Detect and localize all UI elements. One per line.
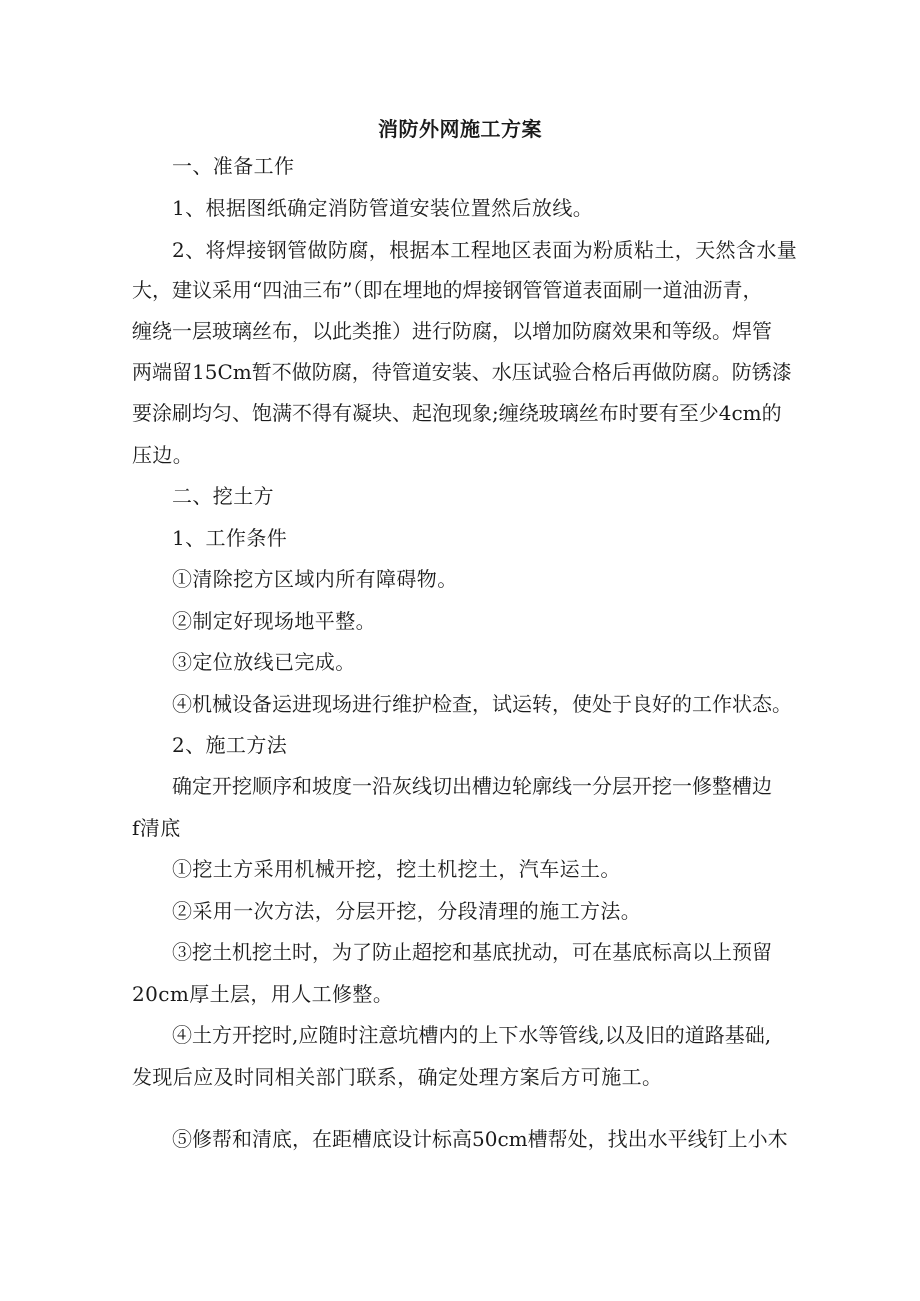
paragraph-line: f清底 xyxy=(132,816,181,840)
paragraph-line: 缠绕一层玻璃丝布，以此类推）进行防腐，以增加防腐效果和等级。焊管 xyxy=(132,319,772,343)
paragraph-line: 两端留15Cm暂不做防腐，待管道安装、水压试验合格后再做防腐。防锈漆 xyxy=(132,360,792,384)
section-heading-preparation: 一、准备工作 xyxy=(172,154,295,178)
document-title: 消防外网施工方案 xyxy=(378,117,542,141)
paragraph-line: 2、将焊接钢管做防腐，根据本工程地区表面为粉质粘土，天然含水量 xyxy=(172,238,798,262)
paragraph-line: 压边。 xyxy=(132,443,194,467)
subsection-heading: 2、施工方法 xyxy=(172,733,288,757)
list-item: ②制定好现场地平整。 xyxy=(172,609,376,633)
list-item: ③定位放线已完成。 xyxy=(172,650,356,674)
list-item: ④机械设备运进现场进行维护检查，试运转，使处于良好的工作状态。 xyxy=(172,692,792,716)
list-item: ②采用一次方法，分层开挖，分段清理的施工方法。 xyxy=(172,899,642,923)
paragraph-line: 1、根据图纸确定消防管道安装位置然后放线。 xyxy=(172,196,594,220)
paragraph-line: 要涂刷均匀、饱满不得有凝块、起泡现象;缠绕玻璃丝布时要有至少4cm的 xyxy=(132,401,782,425)
list-item: ①清除挖方区域内所有障碍物。 xyxy=(172,567,458,591)
paragraph-line: 20cm厚土层，用人工修整。 xyxy=(132,982,394,1006)
list-item: ①挖土方采用机械开挖，挖土机挖土，汽车运土。 xyxy=(172,857,621,881)
subsection-heading: 1、工作条件 xyxy=(172,526,288,550)
section-heading-excavation: 二、挖土方 xyxy=(172,484,274,508)
list-item: ④土方开挖时,应随时注意坑槽内的上下水等管线,以及旧的道路基础, xyxy=(172,1023,772,1047)
paragraph-line: 大，建议采用“四油三布”（即在埋地的焊接钢管管道表面刷一道油沥青， xyxy=(132,278,763,302)
paragraph-line: 发现后应及时同相关部门联系，确定处理方案后方可施工。 xyxy=(132,1065,663,1089)
paragraph-line: 确定开挖顺序和坡度一沿灰线切出槽边轮廓线一分层开挖一修整槽边 xyxy=(172,774,772,798)
list-item: ③挖土机挖土时，为了防止超挖和基底扰动，可在基底标高以上预留 xyxy=(172,940,772,964)
list-item: ⑤修帮和清底，在距槽底设计标高50cm槽帮处，找出水平线钉上小木 xyxy=(172,1127,788,1151)
